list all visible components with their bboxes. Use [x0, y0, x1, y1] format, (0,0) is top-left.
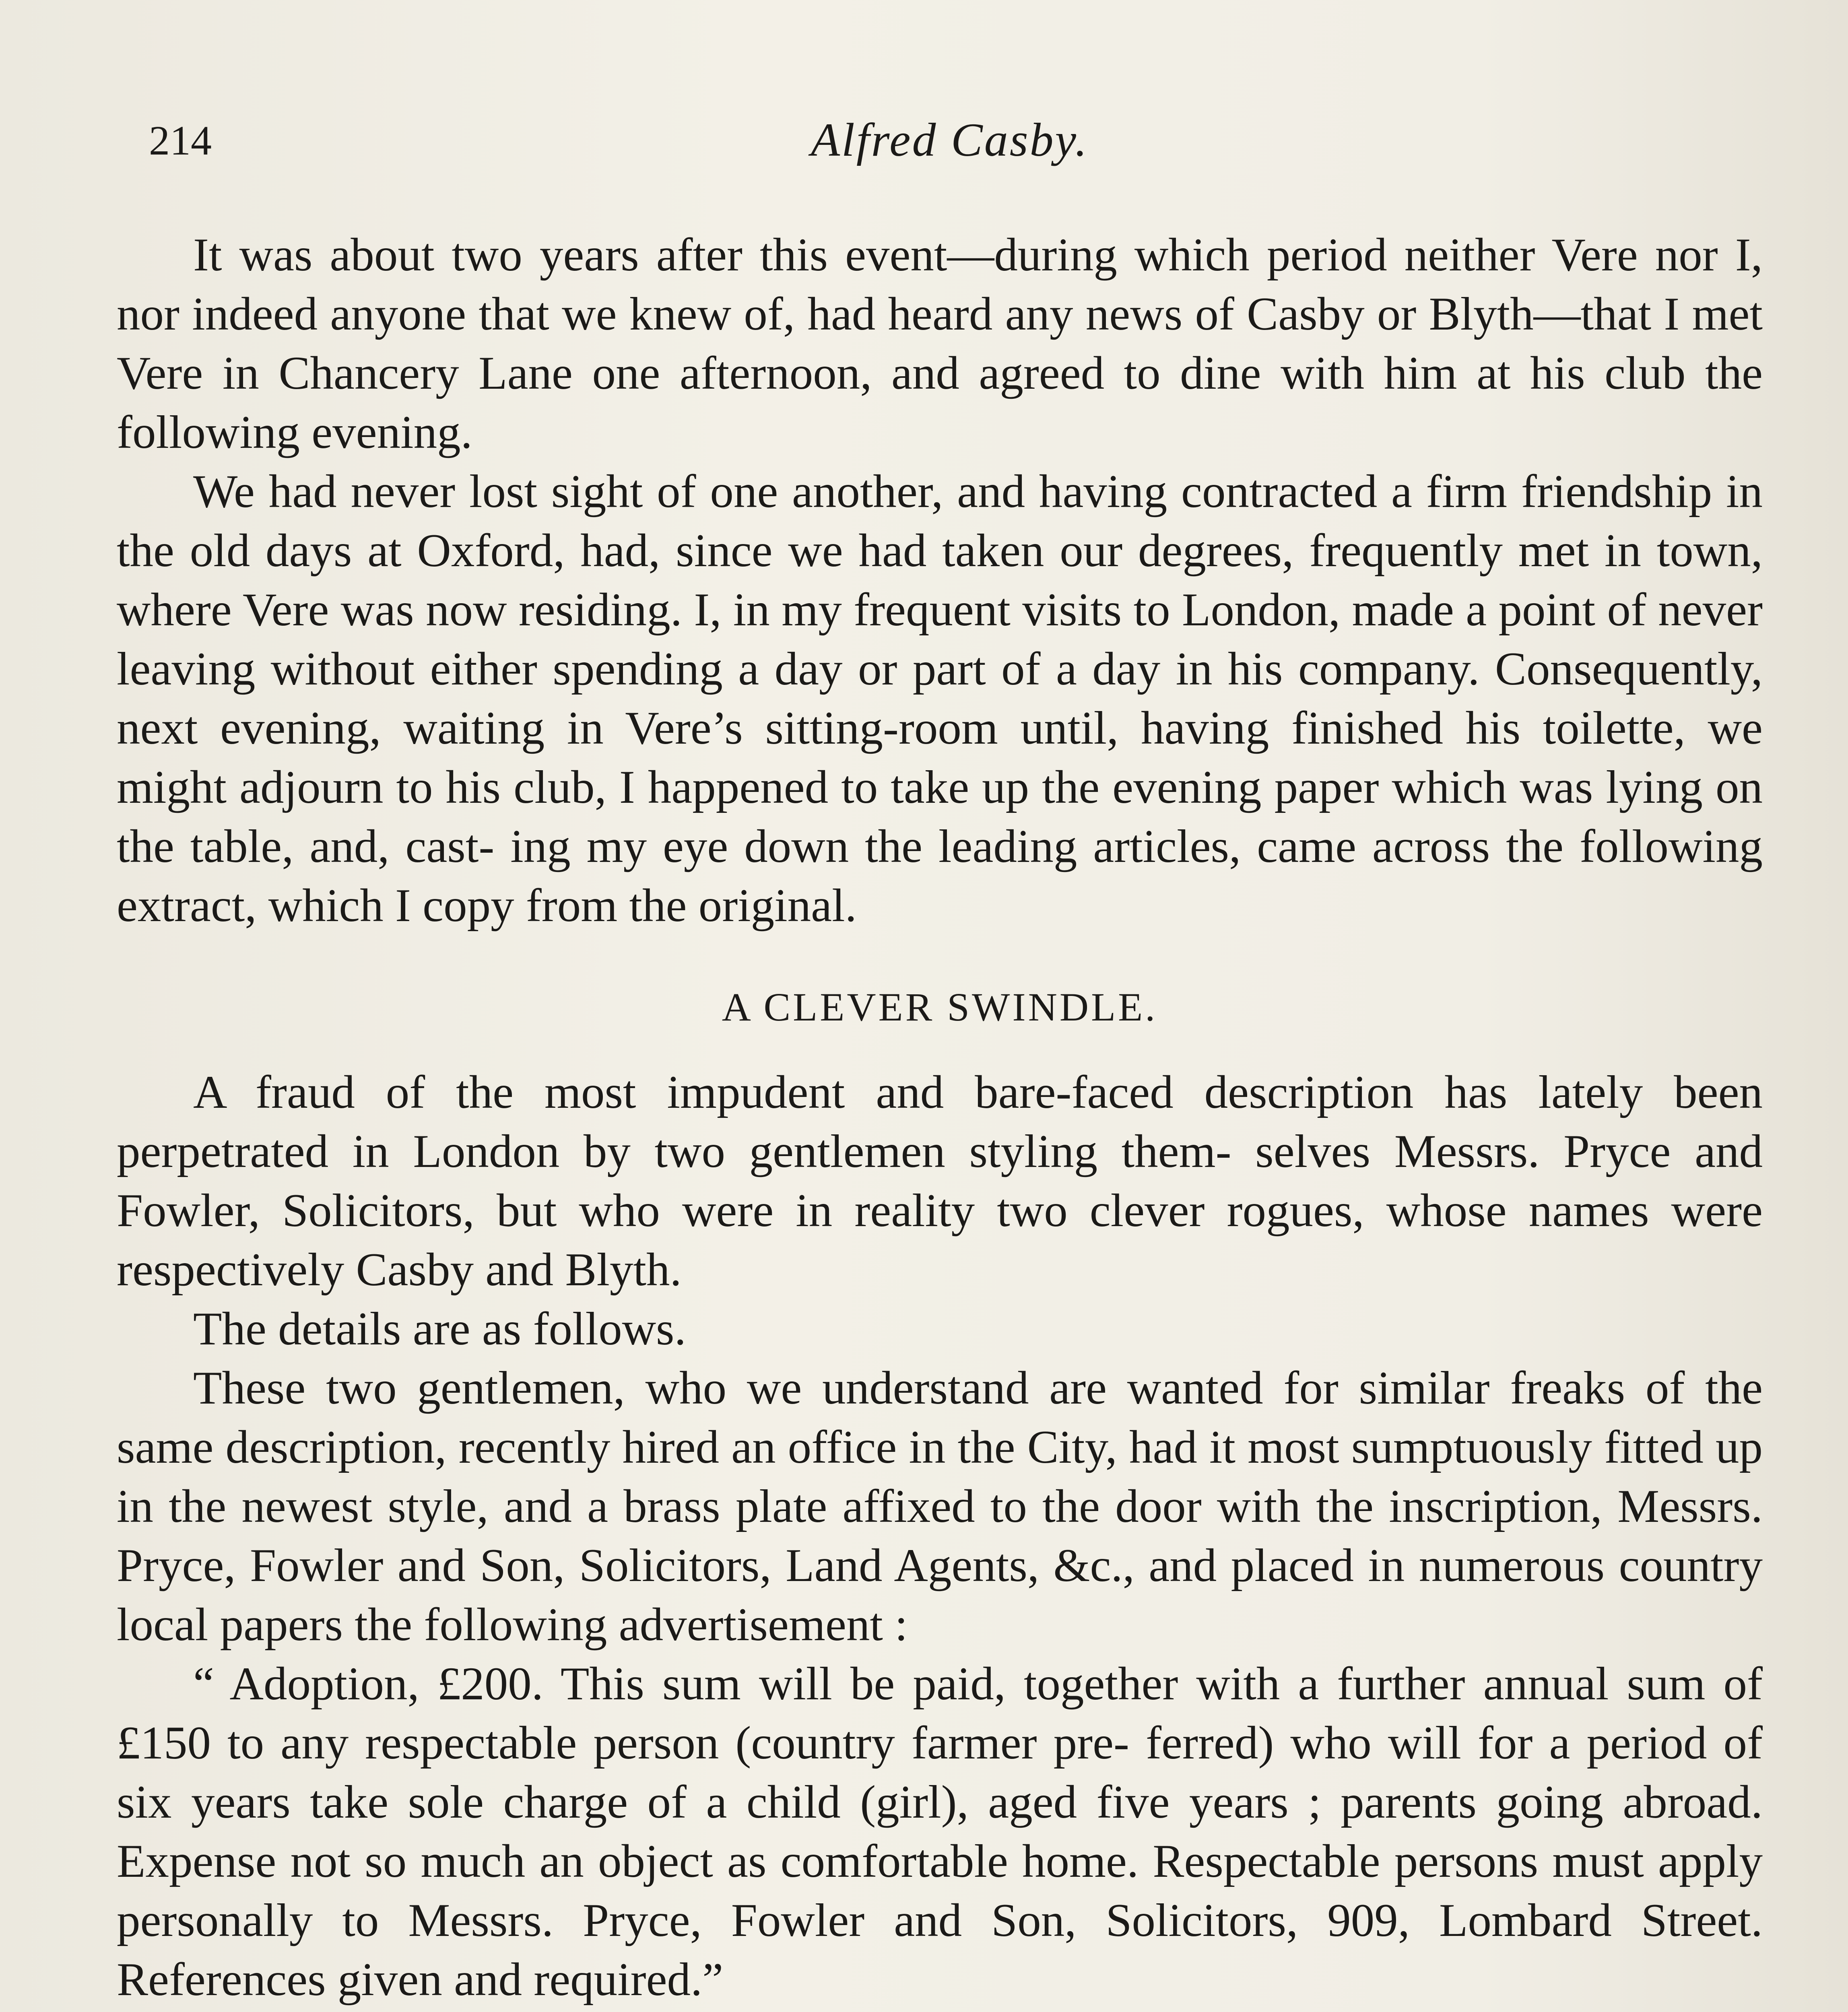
running-title: Alfred Casby.: [811, 113, 1089, 166]
paragraph: [117, 2009, 1763, 2012]
advertisement-quote: “ Adoption, £200. This sum will be paid, together with a further annual sum of £150 to any respectable person (country farmer pre- ferred) who will for a period of six years take sole charge of a child (girl), aged five years ; parents going abroad. Expense not so much an object as comfortable home. Respectable persons must apply personally to Messrs. Pryce, Fowler and Son, Solicitors, 909, Lombard Street. References given and required.”: [117, 1658, 1763, 2006]
page-header: [149, 101, 1751, 169]
page-number: 214: [149, 118, 212, 164]
section-heading: A CLEVER SWINDLE.: [722, 985, 1158, 1029]
body-text: [117, 225, 1763, 2012]
paragraph: The details are as follows.: [193, 1303, 686, 1355]
paragraph: A fraud of the most impudent and bare-faced description has lately been perpetrated in London by two gentlemen styling them- selves Messrs. Pryce and Fowler, Solicitors, but who were in reality two clever rogues, whose names were respectively Casby and Blyth.: [117, 1066, 1763, 1296]
paragraph: We had never lost sight of one another, and having contracted a firm friendship in the old days at Oxford, had, since we had taken our degrees, frequently met in town, where Vere was now residing. I, in my frequent visits to London, made a point of never leaving without either spending a day or part of a day in his company. Consequently, next evening, waiting in Vere’s sitting-room until, having finished his toilette, we might adjourn to his club, I happened to take up the evening paper which was lying on the table, and, cast- ing my eye down the leading articles, came across the following extract, which I copy from the original.: [117, 466, 1763, 932]
paragraph: These two gentlemen, who we understand are wanted for similar freaks of the same description, recently hired an office in the City, had it most sumptuously fitted up in the newest style, and a brass plate affixed to the door with the inscription, Messrs. Pryce, Fowler and Son, Solicitors, Land Agents, &c., and placed in numerous country local papers the following advertisement :: [117, 1362, 1763, 1651]
paragraph: It was about two years after this event—during which period neither Vere nor I, nor indeed anyone that we knew of, had heard any news of Casby or Blyth—that I met Vere in Chancery Lane one afternoon, and agreed to dine with him at his club the following evening.: [117, 229, 1763, 458]
